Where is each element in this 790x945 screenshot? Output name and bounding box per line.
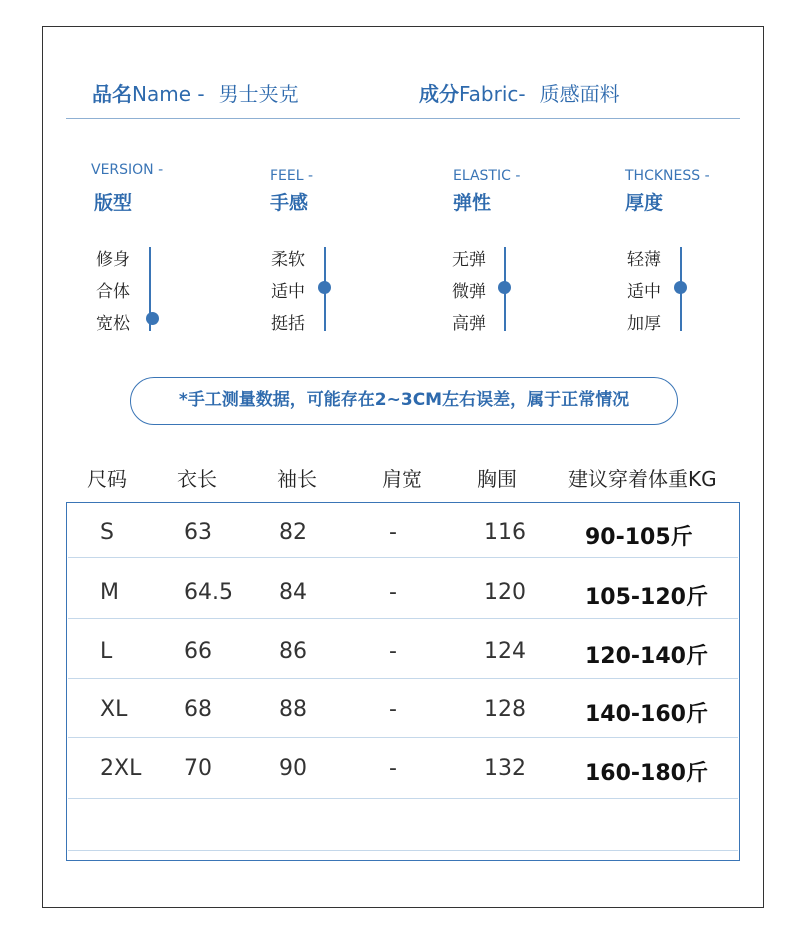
header-size: 尺码 — [87, 467, 127, 491]
elastic-option-none: 无弹 — [452, 250, 486, 270]
product-name-en-label: Name - — [132, 82, 205, 106]
feel-en-label: FEEL - — [270, 168, 314, 184]
cell-sleeve: 82 — [279, 520, 307, 545]
header-shoulder: 肩宽 — [382, 467, 422, 491]
cell-length: 64.5 — [184, 580, 233, 605]
header-sleeve: 袖长 — [277, 467, 317, 491]
header-weight: 建议穿着体重KG — [568, 467, 717, 491]
elastic-en-label: ELASTIC - — [453, 168, 521, 184]
cell-chest: 132 — [484, 756, 526, 781]
row-divider — [68, 678, 738, 679]
fabric-label: 成分 — [419, 82, 459, 106]
fabric-value: 质感面料 — [539, 82, 620, 106]
cell-size: L — [100, 639, 113, 664]
thickness-indicator-dot — [674, 281, 687, 294]
fabric-en-label: Fabric- — [459, 82, 526, 106]
version-indicator-dot — [146, 312, 159, 325]
size-table — [66, 502, 740, 861]
cell-shoulder: - — [389, 639, 397, 664]
product-name-value: 男士夹克 — [218, 82, 299, 106]
cell-shoulder: - — [389, 697, 397, 722]
cell-length: 68 — [184, 697, 212, 722]
elastic-cn-label: 弹性 — [453, 192, 492, 214]
cell-shoulder: - — [389, 520, 397, 545]
cell-sleeve: 90 — [279, 756, 307, 781]
cell-length: 70 — [184, 756, 212, 781]
cell-size: XL — [100, 697, 128, 722]
cell-chest: 120 — [484, 580, 526, 605]
cell-weight: 90-105斤 — [585, 525, 693, 550]
cell-length: 63 — [184, 520, 212, 545]
cell-sleeve: 84 — [279, 580, 307, 605]
row-divider — [68, 737, 738, 738]
thickness-option-medium: 适中 — [627, 282, 661, 302]
cell-weight: 140-160斤 — [585, 702, 708, 727]
thickness-cn-label: 厚度 — [625, 192, 664, 214]
elastic-indicator-dot — [498, 281, 511, 294]
thickness-en-label: THCKNESS - — [625, 168, 710, 184]
cell-weight: 105-120斤 — [585, 585, 708, 610]
elastic-option-high: 高弹 — [452, 314, 486, 334]
elastic-option-slight: 微弹 — [452, 282, 486, 302]
cell-shoulder: - — [389, 756, 397, 781]
header-length: 衣长 — [177, 467, 217, 491]
row-divider — [68, 557, 738, 558]
row-divider — [68, 798, 738, 799]
feel-option-medium: 适中 — [271, 282, 305, 302]
cell-length: 66 — [184, 639, 212, 664]
cell-shoulder: - — [389, 580, 397, 605]
cell-chest: 124 — [484, 639, 526, 664]
cell-weight: 120-140斤 — [585, 644, 708, 669]
version-en-label: VERSION - — [91, 162, 164, 178]
feel-indicator-dot — [318, 281, 331, 294]
feel-option-soft: 柔软 — [271, 250, 305, 270]
cell-size: 2XL — [100, 756, 142, 781]
row-divider — [68, 850, 738, 851]
thickness-option-thin: 轻薄 — [627, 250, 661, 270]
version-option-loose: 宽松 — [96, 314, 130, 334]
product-name-label: 品名 — [92, 82, 132, 106]
header-chest: 胸围 — [477, 467, 517, 491]
header-divider — [66, 118, 740, 119]
cell-sleeve: 88 — [279, 697, 307, 722]
product-name-info — [92, 78, 299, 107]
cell-chest: 116 — [484, 520, 526, 545]
version-cn-label: 版型 — [94, 192, 133, 214]
feel-cn-label: 手感 — [270, 192, 309, 214]
row-divider — [68, 618, 738, 619]
cell-size: M — [100, 580, 119, 605]
feel-option-stiff: 挺括 — [271, 314, 305, 334]
cell-size: S — [100, 520, 114, 545]
version-option-slim: 修身 — [96, 250, 130, 270]
fabric-info — [419, 78, 620, 107]
cell-chest: 128 — [484, 697, 526, 722]
version-option-regular: 合体 — [96, 282, 130, 302]
measurement-notice: *手工测量数据，可能存在2~3CM左右误差，属于正常情况 — [130, 377, 678, 425]
cell-sleeve: 86 — [279, 639, 307, 664]
cell-weight: 160-180斤 — [585, 761, 708, 786]
thickness-option-thick: 加厚 — [627, 314, 661, 334]
